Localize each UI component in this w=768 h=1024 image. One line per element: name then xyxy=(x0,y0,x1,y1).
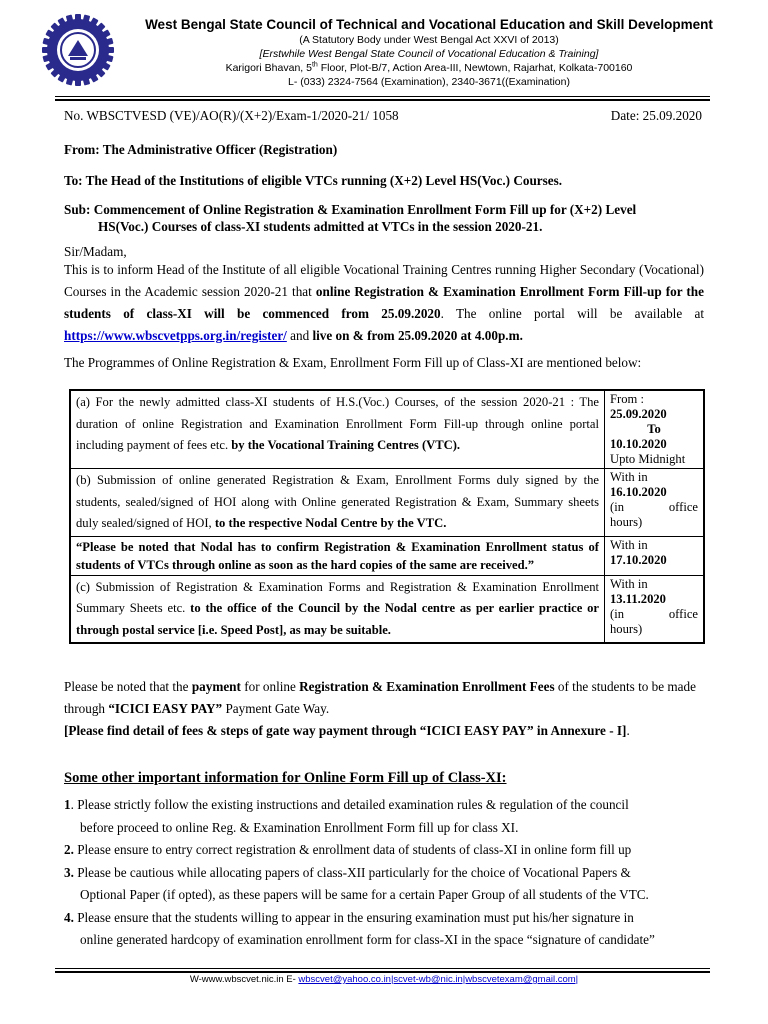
subject: Sub: Commencement of Online Registration & Examination Enrollment Form Fill up for (X+2) Level HS(Voc.) Courses of class-XI students admitted at VTCs in the session 2020-21. xyxy=(64,202,637,234)
list-item-continued: Optional Paper (if opted), as these papers will be same for a certain Paper Group of all students of the VTC. xyxy=(80,887,649,902)
council-logo-icon xyxy=(40,12,116,88)
schedule-item-b-date: With in 16.10.2020 (in office hours) xyxy=(605,469,704,537)
org-name: West Bengal State Council of Technical and Vocational Education and Skill Development xyxy=(145,17,713,32)
table-row xyxy=(71,391,704,469)
table-row xyxy=(71,575,704,643)
table-row xyxy=(71,536,704,575)
from-line: From: The Administrative Officer (Registration) xyxy=(64,142,338,157)
list-item-continued: online generated hardcopy of examination enrollment form for class-XI in the space “signature of candidate” xyxy=(80,932,655,947)
list-item: 4. Please ensure that the students willing to appear in the ensuring examination must put his/her signature in xyxy=(64,909,634,925)
portal-link[interactable]: https://www.wbscvetpps.org.in/register/ xyxy=(64,328,287,343)
list-item: 3. Please be cautious while allocating papers of class-XII particularly for the choice of Vocational Papers & xyxy=(64,864,631,880)
intro-paragraph: This is to inform Head of the Institute of all eligible Vocational Training Centres running Higher Secondary (Vocational) Courses in the Academic session 2020-21 that online Registration & Examination Enrollment Form Fill-up for the students of class-XI will be commenced from 25.09.2020. The online portal will be available at https://www.wbscvetpps.org.in/register/ and live on & from 25.09.2020 at 4.00p.m. xyxy=(64,262,705,343)
salutation: Sir/Madam, xyxy=(64,244,127,259)
schedule-nodal-date: With in 17.10.2020 xyxy=(605,536,704,575)
schedule-table xyxy=(70,390,704,643)
address-line: Karigori Bhavan, 5th Floor, Plot-B/7, Action Area-III, Newtown, Rajarhat, Kolkata-700160 xyxy=(225,61,633,74)
schedule-item-c: (c) Submission of Registration & Examination Forms and Registration & Examination Enrollment Summary Sheets etc. to the office of the Council by the Nodal centre as per earlier practice or through postal service [i.e. Speed Post], as may be suitable. xyxy=(71,575,605,643)
header-divider-thick xyxy=(55,99,710,101)
phone-line: L- (033) 2324-7564 (Examination), 2340-3671((Examination) xyxy=(288,76,570,88)
list-item-continued: before proceed to online Reg. & Examination Enrollment Form fill up for class XI. xyxy=(80,819,519,835)
list-item: 2. Please ensure to entry correct registration & enrollment data of students of class-XI in online form fill up xyxy=(64,842,632,857)
to-line: To: The Head of the Institutions of eligible VTCs running (X+2) Level HS(Voc.) Courses. xyxy=(64,173,563,188)
footer: W-www.wbscvet.nic.in E- wbscvet@yahoo.co.in|scvet-wb@nic.in|wbscvetexam@gmail.com| xyxy=(189,974,579,985)
schedule-item-c-date: With in 13.11.2020 (in office hours) xyxy=(605,575,704,643)
reference-number: No. WBSCTVESD (VE)/AO(R)/(X+2)/Exam-1/2020-21/ 1058 xyxy=(64,108,399,123)
schedule-item-b: (b) Submission of online generated Registration & Exam, Enrollment Forms duly signed by the students, sealed/signed of HOI along with Online generated Registration & Exam, Summary sheets duly sealed/signed of HOI, to the respective Nodal Centre by the VTC. xyxy=(71,469,605,537)
programmes-intro: The Programmes of Online Registration & Exam, Enrollment Form Fill up of Class-XI are mentioned below: xyxy=(64,355,642,370)
payment-paragraph: Please be noted that the payment for online Registration & Examination Enrollment Fees of the students to be made through “ICICI EASY PAY” Payment Gate Way. [Please find detail of fees & steps of gate way payment through “ICICI EASY PAY” in Annexure - I]. xyxy=(64,679,696,738)
footer-divider-thick xyxy=(55,971,710,973)
schedule-item-a: (a) For the newly admitted class-XI students of H.S.(Voc.) Courses, of the session 2020-21 : The duration of online Registration and Examination Enrollment Form Fill-up through online portal including payment of fees etc. by the Vocational Training Centres (VTC). xyxy=(71,391,605,469)
letterhead-text xyxy=(120,16,738,89)
info-heading: Some other important information for Online Form Fill up of Class-XI: xyxy=(64,770,507,786)
header-divider xyxy=(55,96,710,97)
schedule-item-a-date: From : 25.09.2020 To 10.10.2020 Upto Midnight xyxy=(605,391,704,469)
erstwhile-line: [Erstwhile West Bengal State Council of Vocational Education & Training] xyxy=(259,48,599,60)
statutory-line: (A Statutory Body under West Bengal Act XXVI of 2013) xyxy=(299,34,559,46)
info-list xyxy=(64,794,714,952)
list-item: 1. Please strictly follow the existing instructions and detailed examination rules & regulation of the council xyxy=(64,797,629,812)
letterhead xyxy=(0,0,768,98)
footer-emails[interactable]: wbscvet@yahoo.co.in|scvet-wb@nic.in|wbscvetexam@gmail.com| xyxy=(298,974,579,985)
table-row xyxy=(71,469,704,537)
schedule-nodal-note: “Please be noted that Nodal has to confirm Registration & Examination Enrollment status of students of VTCs through online as soon as the hard copies of the same are received.” xyxy=(71,536,605,575)
memo-date: Date: 25.09.2020 xyxy=(610,108,702,123)
footer-divider xyxy=(55,968,710,969)
